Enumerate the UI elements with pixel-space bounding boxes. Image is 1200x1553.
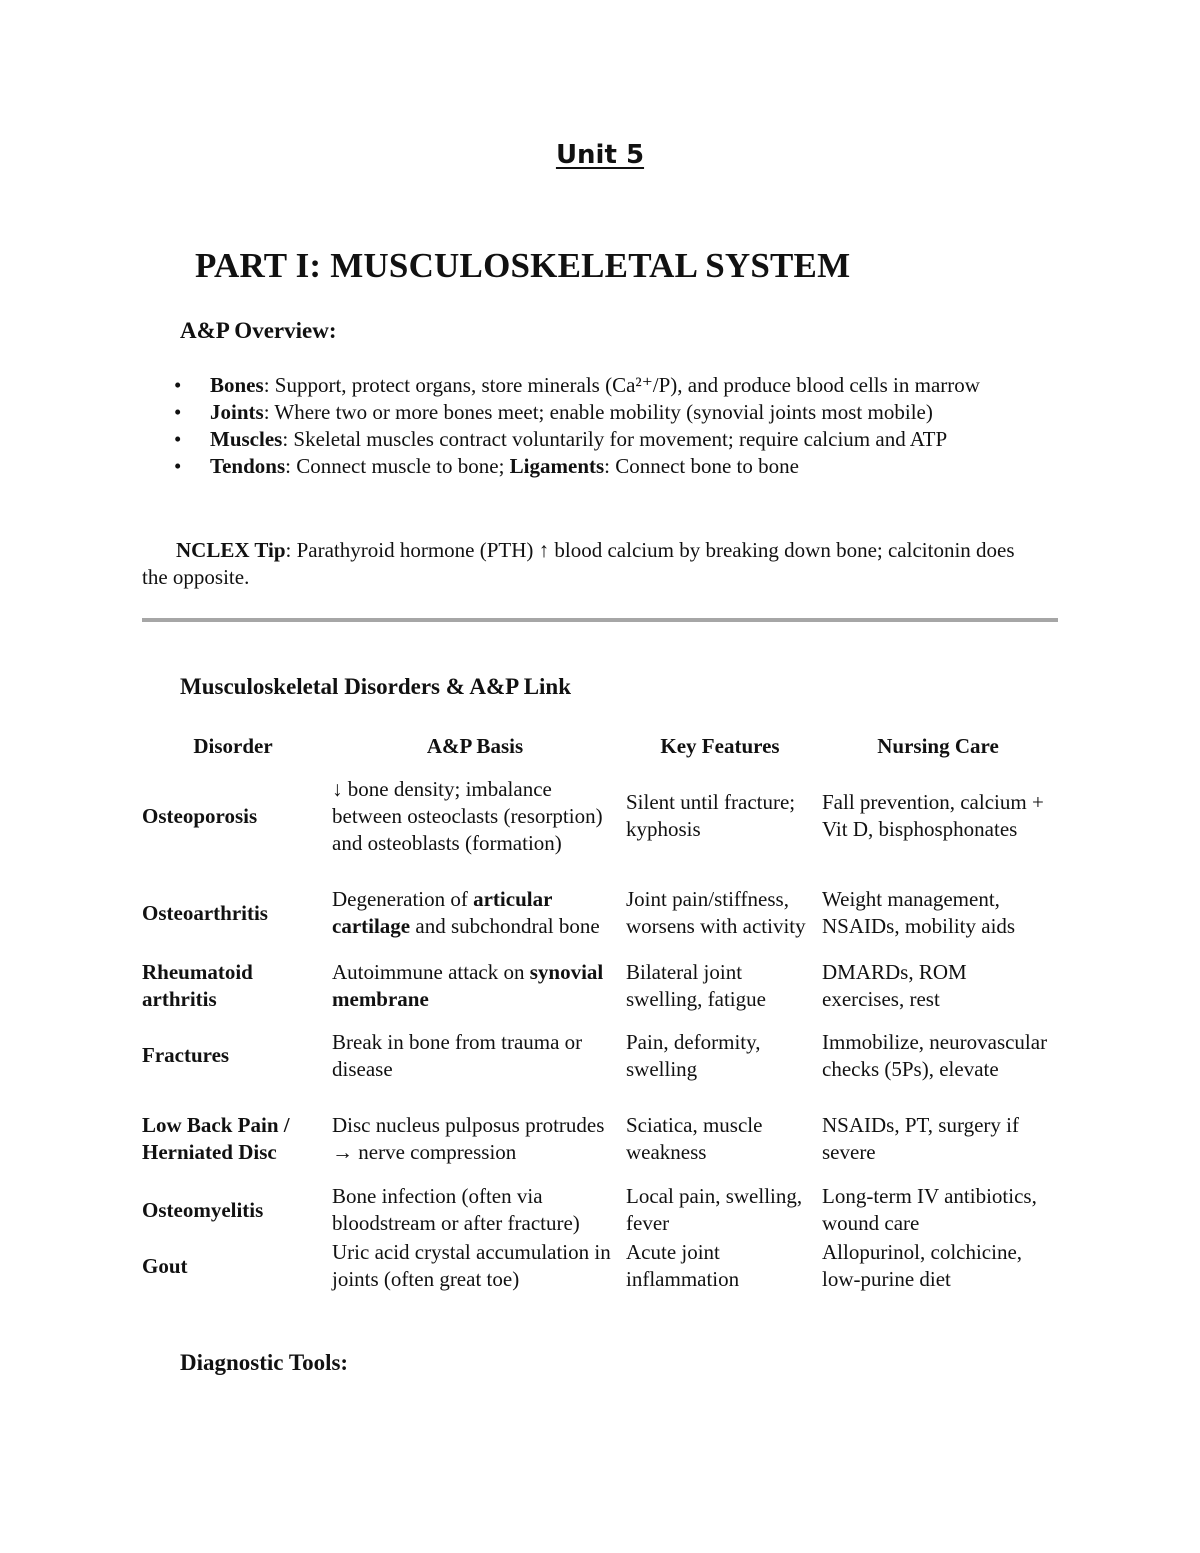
basis-text: synovial membrane xyxy=(332,959,604,1011)
basis-text: articular cartilage xyxy=(332,887,553,938)
basis-text: Degeneration of xyxy=(332,887,474,911)
basis-text: ↓ bone density; imbalance between osteoclasts (resorption) and osteoblasts (formation) xyxy=(332,776,603,855)
diagnostic-heading: Diagnostic Tools: xyxy=(180,1350,349,1375)
care-cell: NSAIDs, PT, surgery if severe xyxy=(822,1113,1019,1164)
nclex-tip xyxy=(142,537,1042,591)
basis-cell xyxy=(328,1238,622,1294)
term: Muscles xyxy=(210,427,283,451)
features-cell: Local pain, swelling, fever xyxy=(626,1184,803,1235)
basis-cell xyxy=(328,956,622,1015)
basis-text: Bone infection (often via bloodstream or after fracture) xyxy=(332,1184,580,1235)
basis-cell xyxy=(328,762,622,870)
overview-heading: A&P Overview: xyxy=(180,318,337,343)
bullet-icon: • xyxy=(174,454,182,478)
bullet-icon: • xyxy=(174,400,182,424)
term: Tendons xyxy=(210,454,286,478)
disorder-cell: Osteomyelitis xyxy=(142,1197,264,1222)
disorder-cell: Osteoporosis xyxy=(142,803,258,828)
care-cell: Weight management, NSAIDs, mobility aids xyxy=(822,887,1016,938)
table-row xyxy=(138,1238,1058,1294)
column-header: Key Features xyxy=(660,733,780,758)
care-cell: Allopurinol, colchicine, low-purine diet xyxy=(822,1240,1023,1291)
basis-text: Autoimmune attack on xyxy=(332,959,530,984)
tip-text: : Parathyroid hormone (PTH) ↑ blood calcium by breaking down bone; calcitonin does the opposite. xyxy=(142,538,1015,589)
list-item xyxy=(172,426,1052,453)
disorder-cell: Gout xyxy=(142,1253,188,1278)
basis-text: Uric acid crystal accumulation in joints (often great toe) xyxy=(332,1240,611,1291)
definition: : Connect muscle to bone; xyxy=(285,454,510,478)
basis-cell xyxy=(328,870,622,956)
care-cell: Fall prevention, calcium + Vit D, bisphosphonates xyxy=(822,790,1044,841)
basis-cell xyxy=(328,1015,622,1096)
disorders-table xyxy=(138,730,1058,1294)
bullet-icon: • xyxy=(174,373,182,397)
column-header: Disorder xyxy=(193,733,273,758)
disorder-cell: Fractures xyxy=(142,1043,230,1067)
list-item xyxy=(172,372,1052,399)
table-row xyxy=(138,870,1058,956)
features-cell: Sciatica, muscle weakness xyxy=(626,1113,763,1164)
basis-cell xyxy=(328,1182,622,1238)
care-cell: DMARDs, ROM exercises, rest xyxy=(822,959,967,1011)
table-row xyxy=(138,1096,1058,1182)
horizontal-rule xyxy=(142,618,1058,622)
disorder-cell: Rheumatoid arthritis xyxy=(142,959,253,1011)
overview-list xyxy=(172,372,1052,480)
definition: : Skeletal muscles contract voluntarily for movement; require calcium and ATP xyxy=(282,427,948,451)
table-row xyxy=(138,1182,1058,1238)
term: Bones xyxy=(210,373,264,397)
table-row xyxy=(138,762,1058,870)
definition: : Where two or more bones meet; enable mobility (synovial joints most mobile) xyxy=(263,400,933,424)
definition: : Connect bone to bone xyxy=(604,454,799,478)
disorder-cell: Low Back Pain / Herniated Disc xyxy=(142,1113,290,1164)
disorder-cell: Osteoarthritis xyxy=(142,900,268,925)
column-header: Nursing Care xyxy=(877,733,999,758)
features-cell: Pain, deformity, swelling xyxy=(626,1029,761,1081)
unit-title: Unit 5 xyxy=(555,140,645,170)
tip-label: NCLEX Tip xyxy=(176,538,286,562)
features-cell: Bilateral joint swelling, fatigue xyxy=(626,959,766,1011)
care-cell: Immobilize, neurovascular checks (5Ps), elevate xyxy=(822,1029,1048,1081)
features-cell: Silent until fracture; kyphosis xyxy=(626,790,796,841)
basis-text: Disc nucleus pulposus protrudes → nerve compression xyxy=(332,1113,605,1164)
definition: : Support, protect organs, store minerals (Ca²⁺/P), and produce blood cells in marrow xyxy=(263,373,980,397)
term: Ligaments xyxy=(509,454,605,478)
care-cell: Long-term IV antibiotics, wound care xyxy=(822,1184,1037,1235)
term: Joints xyxy=(210,400,264,424)
part-title: PART I: MUSCULOSKELETAL SYSTEM xyxy=(195,246,851,285)
basis-text: Break in bone from trauma or disease xyxy=(332,1029,583,1081)
column-header: A&P Basis xyxy=(426,733,524,758)
basis-text: and subchondral bone xyxy=(410,914,600,938)
disorders-heading: Musculoskeletal Disorders & A&P Link xyxy=(180,674,572,699)
list-item xyxy=(172,399,1052,426)
list-item xyxy=(172,453,1052,480)
features-cell: Acute joint inflammation xyxy=(626,1240,740,1291)
table-row xyxy=(138,1015,1058,1096)
table-row xyxy=(138,956,1058,1015)
table-header-row xyxy=(138,730,1058,762)
basis-cell xyxy=(328,1096,622,1182)
features-cell: Joint pain/stiffness, worsens with activity xyxy=(626,887,806,938)
bullet-icon: • xyxy=(174,427,182,451)
